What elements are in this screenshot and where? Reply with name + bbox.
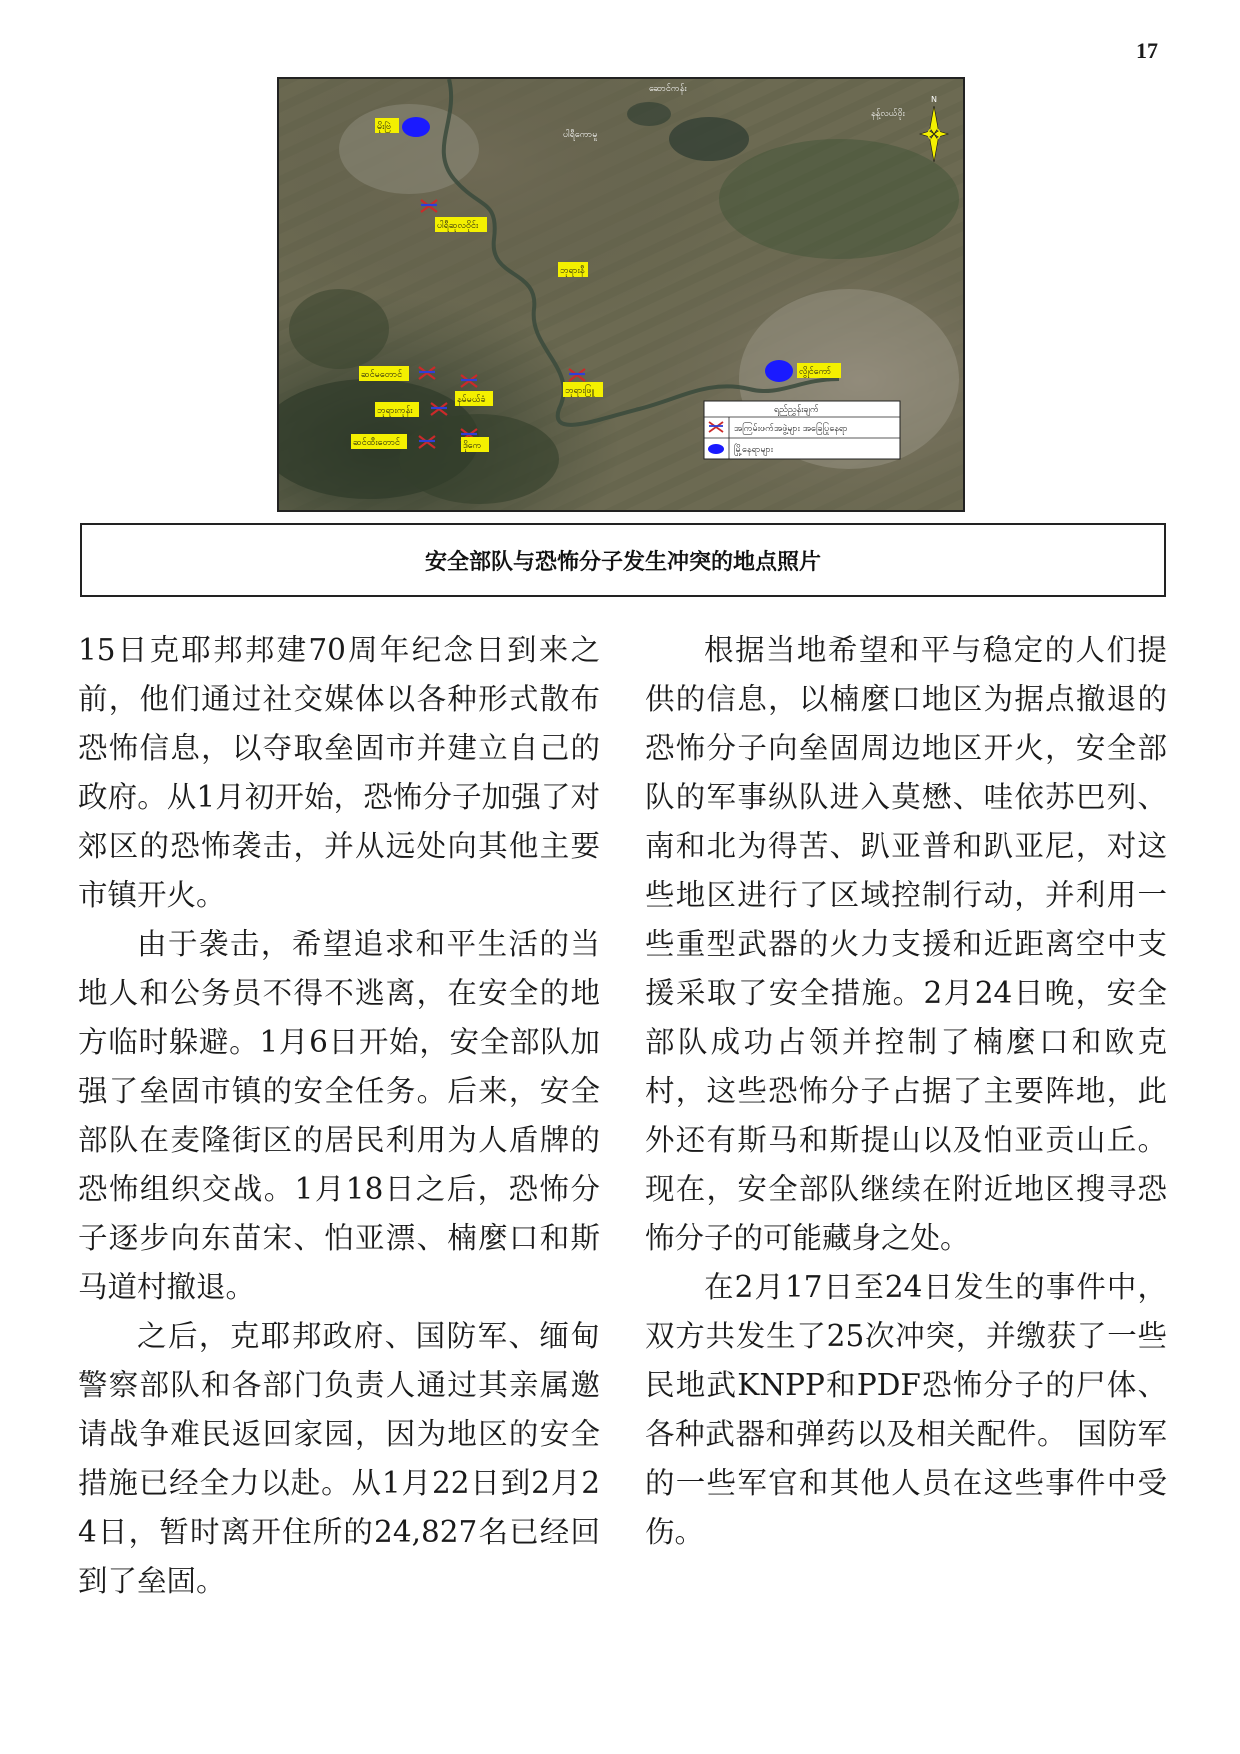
map-label-town-se: လွိုင်ကော်	[799, 367, 832, 377]
page-number: 17	[1136, 38, 1158, 63]
figure-caption-box	[80, 523, 1166, 597]
right-column	[645, 626, 1167, 1557]
svg-text:N: N	[931, 95, 937, 104]
map-label-village-f: နမ်မယ်ခံ	[457, 395, 486, 405]
map-label-village-d: ဘုရားကုန်း	[377, 406, 413, 416]
figure-caption: 安全部队与恐怖分子发生冲突的地点照片	[424, 549, 821, 575]
map-label-village-h: ဘုရားဖြူ	[565, 386, 595, 396]
map-label-village-a: ပါရီဆုလဝိုင်း	[437, 221, 479, 231]
map-label-town-n: ဆောင်ကန်း	[649, 84, 687, 94]
map-label-village-c: ဆင်မတောင်	[361, 370, 403, 380]
map-label-village-g: ဒိုကေ	[463, 441, 482, 451]
map-label-town-nw: မိုးဗြဲ	[377, 122, 392, 132]
left-paragraph-2: 由于袭击，希望追求和平生活的当地人和公务员不得不逃离，在安全的地方临时躲避。1月6日开始，安全部队加强了垒固市镇的安全任务。后来，安全部队在麦隆街区的居民利用为人盾牌的恐怖组织交战。1月18日之后，恐怖分子逐步向东苗宋、怕亚漂、楠麼口和斯马道村撤退。	[78, 927, 600, 1304]
left-column	[78, 626, 600, 1606]
map-label-village-b: ဘုရားနီ	[560, 266, 585, 276]
map-legend	[704, 401, 900, 459]
legend-title: ရည်ညွှန်းချက်	[774, 405, 819, 415]
town-marker-se	[765, 360, 793, 382]
left-paragraph-1: 15日克耶邦邦建70周年纪念日到来之前，他们通过社交媒体以各种形式散布恐怖信息，以夺取垒固市并建立自己的政府。从1月初开始，恐怖分子加强了对郊区的恐怖袭击，并从远处向其他主要市镇开火。	[78, 633, 600, 912]
right-paragraph-1: 根据当地希望和平与稳定的人们提供的信息，以楠麼口地区为据点撤退的恐怖分子向垒固周边地区开火，安全部队的军事纵队进入莫懋、哇依苏巴列、南和北为得苦、趴亚普和趴亚尼，对这些地区进行了区域控制行动，并利用一些重型武器的火力支援和近距离空中支援采取了安全措施。2月24日晚，安全部队成功占领并控制了楠麼口和欧克村，这些恐怖分子占据了主要阵地，此外还有斯马和斯提山以及怕亚贡山丘。现在，安全部队继续在附近地区搜寻恐怖分子的可能藏身之处。	[645, 633, 1167, 1255]
map-label-village-top: ပါရီကောမူ	[563, 130, 598, 140]
legend-item-town: မြို့နေရာများ	[734, 445, 774, 455]
legend-item-clash: အကြမ်းဖက်အဖွဲ့များ အခြေပြုနေရာ	[734, 424, 848, 434]
legend-town-icon	[708, 444, 724, 454]
town-marker-nw	[402, 117, 430, 137]
right-paragraph-2: 在2月17日至24日发生的事件中，双方共发生了25次冲突，并缴获了一些民地武KNPP和PDF恐怖分子的尸体、各种武器和弹药以及相关配件。 国防军的一些军官和其他人员在这些事件中受伤。	[645, 1270, 1167, 1549]
map-label-village-e: ဆင်ထီးတောင်	[353, 438, 401, 448]
map-label-town-ne: နန့်လယ်ဝိုး	[871, 109, 905, 119]
left-paragraph-3: 之后，克耶邦政府、国防军、缅甸警察部队和各部门负责人通过其亲属邀请战争难民返回家园，因为地区的安全措施已经全力以赴。从1月22日到2月24日，暂时离开住所的24,827名已经回到了垒固。	[78, 1319, 600, 1598]
satellite-map	[277, 77, 965, 512]
